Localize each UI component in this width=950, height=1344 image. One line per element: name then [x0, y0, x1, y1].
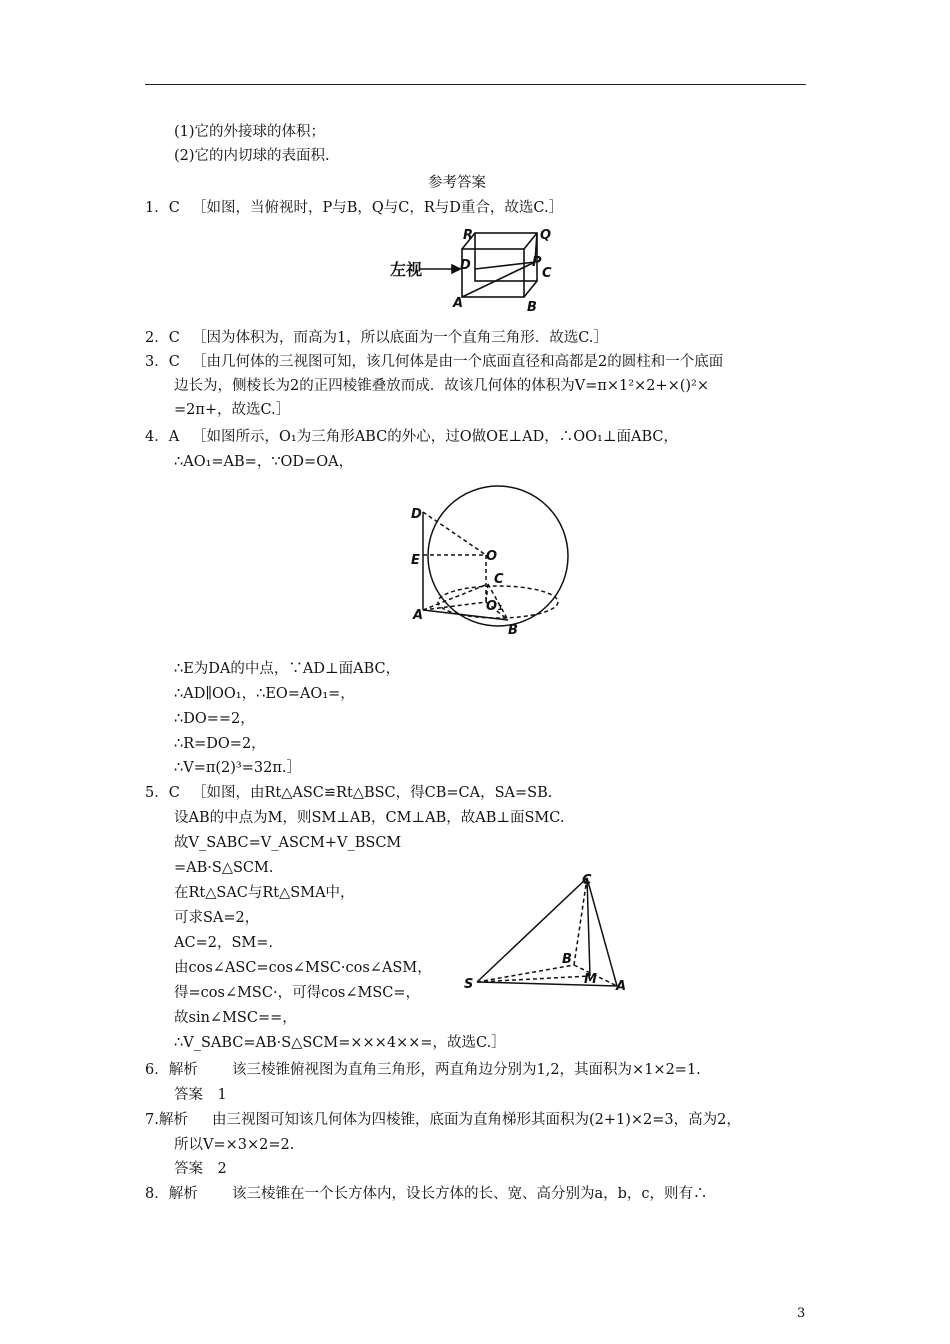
figure-1-label: D — [460, 258, 471, 273]
answer-3-number: 3．C — [145, 354, 180, 370]
answer-6-answer: 答案 1 — [174, 1087, 227, 1103]
answer-5-line-11: ∴V_SABC=AB·S△SCM=×××4××=，故选C.］ — [174, 1035, 506, 1051]
answer-5-number: 5．C — [145, 785, 180, 801]
answer-5-line-7: AC=2，SM=. — [174, 935, 273, 951]
figure-2-label: B — [508, 623, 518, 638]
answer-4-line-2: ∴AO₁=AB=，∵OD=OA， — [174, 454, 354, 470]
figure-2-label: E — [411, 553, 420, 568]
answer-3-text: ［由几何体的三视图可知，该几何体是由一个底面直径和高都是2的圆柱和一个底面 — [192, 354, 724, 370]
figure-2-label: D — [411, 507, 422, 522]
answer-4-line-7: ∴V=π(2)³=32π.］ — [174, 760, 301, 776]
figure-1-label: B — [527, 300, 537, 315]
answer-8-text: 该三棱锥在一个长方体内，设长方体的长、宽、高分别为a，b，c，则有∴ — [232, 1186, 708, 1202]
answer-7-number: 7.解析 — [145, 1112, 188, 1128]
answer-4-line-5: ∴DO==2， — [174, 711, 255, 727]
figure-1-cube — [390, 225, 570, 320]
answer-3-line-3: =2π+，故选C.］ — [174, 402, 291, 418]
answer-1-text: ［如图，当俯视时，P与B，Q与C，R与D重合，故选C.］ — [192, 200, 564, 216]
answer-5-line-10: 故sin∠MSC==， — [174, 1010, 297, 1026]
answer-5-line-2: 设AB的中点为M，则SM⊥AB，CM⊥AB，故AB⊥面SMC. — [174, 810, 565, 826]
answer-6-number: 6．解析 — [145, 1062, 198, 1078]
question-part-2: (2)它的内切球的表面积. — [174, 148, 330, 164]
figure-3-label: M — [584, 972, 597, 987]
answer-2-text: ［因为体积为，而高为1，所以底面为一个直角三角形．故选C.］ — [192, 330, 608, 346]
answer-7-text: 由三视图可知该几何体为四棱锥，底面为直角梯形其面积为(2+1)×2=3，高为2， — [212, 1112, 741, 1128]
figure-3-label: B — [562, 952, 572, 967]
figure-2-label: O₁ — [486, 599, 503, 614]
answer-4-line-3: ∴E为DA的中点，∵AD⊥面ABC， — [174, 661, 401, 677]
answer-3-line-2: 边长为，侧棱长为2的正四棱锥叠放而成．故该几何体的体积为V=π×1²×2+×()²× — [174, 378, 710, 394]
answer-5-text: ［如图，由Rt△ASC≌Rt△BSC，得CB=CA，SA=SB. — [192, 785, 553, 801]
answer-5-line-9: 得=cos∠MSC·，可得cos∠MSC=， — [174, 985, 421, 1001]
answer-4-text: ［如图所示，O₁为三角形ABC的外心，过O做OE⊥AD，∴OO₁⊥面ABC， — [192, 429, 678, 445]
figure-2-sphere — [408, 480, 573, 640]
answer-8-number: 8．解析 — [145, 1186, 198, 1202]
figure-1-label: P — [532, 255, 542, 270]
answer-5-line-4: =AB·S△SCM. — [174, 860, 274, 876]
answer-7-line-2: 所以V=×3×2=2. — [174, 1137, 295, 1153]
figure-3-tetrahedron — [462, 870, 632, 995]
figure-1-label: A — [453, 296, 464, 311]
figure-2-label: O — [486, 549, 498, 564]
answer-1-number: 1．C — [145, 200, 180, 216]
question-part-1: (1)它的外接球的体积； — [174, 124, 326, 140]
figure-1-label: C — [542, 266, 552, 281]
answer-4-line-4: ∴AD∥OO₁，∴EO=AO₁=， — [174, 686, 355, 702]
answer-5-line-6: 可求SA=2， — [174, 910, 260, 926]
answer-4-number: 4．A — [145, 429, 180, 445]
answer-6-text: 该三棱锥俯视图为直角三角形，两直角边分别为1,2，其面积为×1×2=1. — [232, 1062, 701, 1078]
figure-2-label: A — [413, 608, 424, 623]
figure-2-label: C — [494, 572, 504, 587]
answer-5-line-8: 由cos∠ASC=cos∠MSC·cos∠ASM， — [174, 960, 432, 976]
figure-1-view-label: 左视 — [390, 260, 423, 279]
figure-3-label: C — [582, 873, 592, 888]
answer-7-answer: 答案 2 — [174, 1161, 227, 1177]
header-rule — [145, 84, 806, 85]
answer-5-line-3: 故V_SABC=V_ASCM+V_BSCM — [174, 835, 402, 851]
figure-1-label: R — [463, 228, 474, 243]
figure-1-label: Q — [540, 228, 552, 243]
answer-5-line-5: 在Rt△SAC与Rt△SMA中， — [174, 885, 355, 901]
page-number: 3 — [797, 1306, 806, 1321]
answers-heading: 参考答案 — [428, 175, 486, 191]
answer-2-number: 2．C — [145, 330, 180, 346]
answer-4-line-6: ∴R=DO=2， — [174, 736, 266, 752]
figure-3-label: A — [616, 979, 627, 994]
figure-3-label: S — [464, 977, 474, 992]
